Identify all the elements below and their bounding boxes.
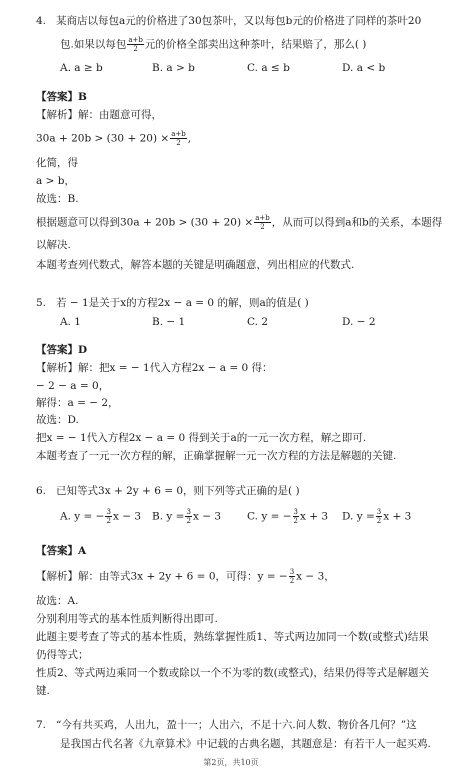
q6-analysis-num: 3 [289,568,295,576]
q6-analysis-pre: 【解析】解：由等式3x + 2y + 6 = 0，可得：y = − [36,570,288,583]
q6-option-b-post: x − 3 [192,510,222,523]
q6-option-d [342,508,411,525]
q6-comment3: 仍得等式； [36,649,89,661]
q6-option-a-fraction [105,508,111,525]
q4-comment-line3: 本题考查列代数式，解答本题的关键是明确题意，列出相应的代数式. [36,259,355,271]
q6-answer: 【答案】A [36,545,87,557]
q6-comment1: 分别利用等式的基本性质判断得出即可. [36,613,218,625]
q4-choose: 故选：B. [36,193,79,205]
q4-stem-line1 [36,14,421,28]
page-footer: 第2页，共10页 [203,758,259,767]
q6-option-b-fraction [185,508,191,525]
q6-analysis [36,568,335,585]
q7-number: 7. [36,719,47,731]
q6-option-b [152,508,221,525]
q6-option-d-pre: D. y = [342,510,375,523]
q4-result: a > b， [36,175,75,187]
q4-answer: 【答案】B [36,91,87,103]
q5-stem-text: 若 − 1是关于x的方程2x − a = 0 的解，则a的值是( ) [56,297,309,309]
q5-answer: 【答案】D [36,344,88,356]
q7-line1-text: “今有共买鸡，人出九，盈十一；人出六，不足十六.问人数、物价各几何？”这 [56,719,417,731]
q4-comment-post: ，从而可以得到a和b的关系，本题得 [271,216,443,229]
q5-option-d: D. − 2 [342,316,376,328]
q4-stem-text: 某商店以每包a元的价格进了30包茶叶，又以每包b元的价格进了同样的茶叶20 [56,15,422,27]
q4-stem-line2-pre: 包.如果以每包 [60,38,127,51]
q6-comment4: 性质2、等式两边乘同一个数或除以一个不为零的数(或整式)，结果仍得等式是解题关 [36,667,429,679]
q6-stem-text: 已知等式3x + 2y + 6 = 0，则下列等式正确的是( ) [56,485,300,497]
q4-comment-line2: 以解决. [36,239,71,251]
q4-comment-fraction [254,214,271,231]
q5-analysis-line1: 【解析】解：把x = − 1代入方程2x − a = 0 得： [36,362,273,374]
q6-option-d-num: 3 [376,508,382,516]
q5-choose: 故选：D. [36,414,79,426]
q4-option-d: D. a < b [342,62,386,74]
q4-option-b: B. a > b [152,62,195,74]
q6-comment5: 键. [36,685,50,697]
q6-option-a-den: 2 [106,517,111,525]
q6-option-a-post: x − 3 [112,510,142,523]
q4-ineq-frac-num: a+b [171,130,186,138]
q6-option-c-post: x + 3 [300,510,329,523]
q6-option-d-fraction [376,508,382,525]
q6-option-a [60,508,141,525]
q4-comment-frac-num: a+b [255,214,270,222]
q6-analysis-den: 2 [289,577,295,585]
q4-fraction [127,36,144,53]
q4-inequality [36,130,191,147]
q6-option-d-post: x + 3 [383,510,412,523]
q5-comment2: 本题考查了一元一次方程的解，正确掌握解一元一次方程的方法是解题的关键. [36,450,397,462]
q6-option-c-pre: C. y = − [247,510,292,523]
q6-option-a-num: 3 [106,508,111,516]
q4-comment-frac-den: 2 [260,223,265,231]
q5-option-a: A. 1 [60,316,81,328]
q6-analysis-fraction [289,568,295,585]
q6-stem [36,484,300,498]
q5-step2: 解得：a = − 2， [36,397,119,409]
q4-ineq-post: , [187,132,192,145]
q6-comment2: 此题主要考查了等式的基本性质，熟练掌握性质1、等式两边加同一个数(或整式)结果 [36,631,429,643]
q4-ineq-frac-den: 2 [176,139,181,147]
q4-ineq-pre: 30a + 20b > (30 + 20) × [36,132,170,145]
q4-analysis-line1: 【解析】解：由题意可得， [36,109,162,121]
q7-line1 [36,718,417,732]
q4-frac-num: a+b [128,36,143,44]
q6-number: 6. [36,485,47,497]
q6-option-c-den: 2 [293,517,299,525]
q4-comment-line1 [36,214,442,231]
q6-option-b-den: 2 [186,517,191,525]
q7-line2: 是我国古代名著《九章算术》中记载的古典名题，其题意是：有若干人一起买鸡. [60,738,431,750]
q6-option-b-pre: B. y = [152,510,185,523]
q6-option-b-num: 3 [186,508,191,516]
q4-number: 4. [36,15,47,27]
q5-comment1: 把x = − 1代入方程2x − a = 0 得到关于a的一元一次方程，解之即可. [36,432,367,444]
q6-option-c-num: 3 [293,508,299,516]
q6-option-a-pre: A. y = − [60,510,105,523]
q4-stem-line2 [60,36,366,53]
q5-number: 5. [36,297,47,309]
q6-option-c-fraction [293,508,299,525]
q6-option-c [247,508,328,525]
q6-option-d-den: 2 [376,517,382,525]
q5-step1: − 2 − a = 0， [36,380,110,392]
q5-stem [36,296,309,310]
q6-analysis-post: x − 3， [296,570,335,583]
q5-option-c: C. 2 [247,316,269,328]
q4-option-c: C. a ≤ b [247,62,290,74]
q4-stem-line2-post: 元的价格全部卖出这种茶叶，结果赔了，那么( ) [144,38,367,51]
q4-simplify: 化简，得 [36,157,78,169]
q6-choose: 故选：A. [36,595,79,607]
q5-option-b: B. − 1 [152,316,186,328]
q4-frac-den: 2 [133,45,138,53]
q4-option-a: A. a ≥ b [60,62,103,74]
q4-comment-pre: 根据题意可以得到30a + 20b > (30 + 20) × [36,216,254,229]
q4-ineq-fraction [170,130,187,147]
